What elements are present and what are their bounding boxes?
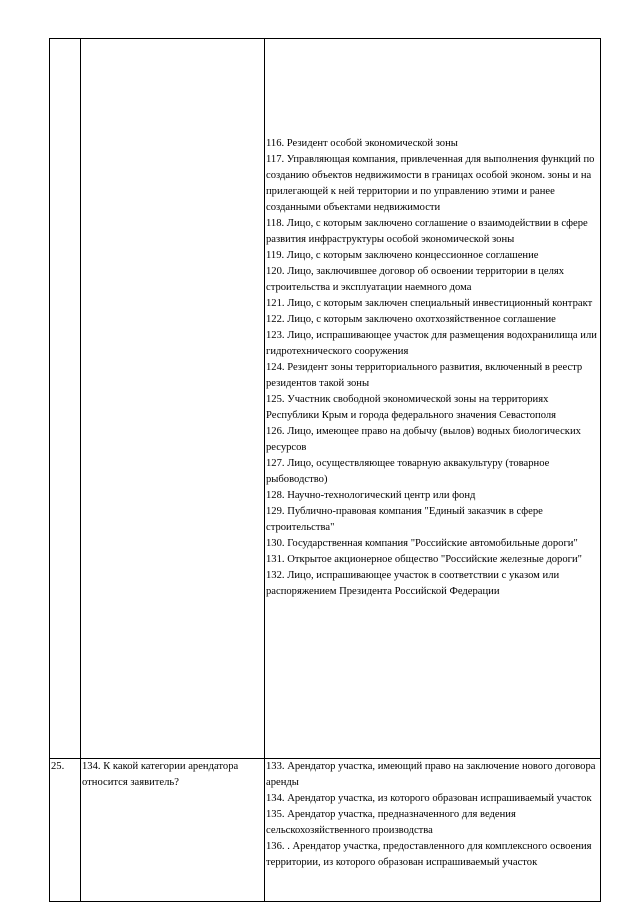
answer-option: 123. Лицо, испрашивающее участок для размещения водохранилища или гидротехнического сооружения <box>266 330 597 357</box>
answer-option: 117. Управляющая компания, привлеченная для выполнения функций по созданию объектов недвижимости в границах особой эконом. зоны и на прилегающей к ней территории и по управлению этими и ранее созданными объектами недвижимости <box>266 154 595 213</box>
answer-option: 118. Лицо, с которым заключено соглашение о взаимодействии в сфере развития инфраструктуры особой экономической зоны <box>266 218 588 245</box>
answer-option: 131. Открытое акционерное общество "Российские железные дороги" <box>266 554 582 565</box>
answer-option: 122. Лицо, с которым заключено охотхозяйственное соглашение <box>266 314 556 325</box>
answer-option: 119. Лицо, с которым заключено концессионное соглашение <box>266 250 539 261</box>
answer-option: 133. Арендатор участка, имеющий право на заключение нового договора аренды <box>266 761 596 788</box>
table-row <box>50 39 601 759</box>
questionnaire-table <box>49 38 601 902</box>
answer-option: 136. . Арендатор участка, предоставленного для комплексного освоения территории, из которого образован испрашиваемый участок <box>266 841 592 868</box>
question-cell <box>81 39 265 759</box>
answer-option: 132. Лицо, испрашивающее участок в соответствии с указом или распоряжением Президента Российской Федерации <box>266 570 560 597</box>
answer-option: 124. Резидент зоны территориального развития, включенный в реестр резидентов такой зоны <box>266 362 583 389</box>
table-row <box>50 759 601 902</box>
answer-option: 125. Участник свободной экономической зоны на территориях Республики Крым и города федерального значения Севастополя <box>266 394 557 421</box>
answers-cell <box>265 39 601 759</box>
question-cell: 134. К какой категории арендатора относится заявитель? <box>81 759 265 902</box>
answer-option: 120. Лицо, заключившее договор об освоении территории в целях строительства и эксплуатации наемного дома <box>266 266 565 293</box>
answer-option: 128. Научно-технологический центр или фонд <box>266 490 476 501</box>
answer-option: 135. Арендатор участка, предназначенного для ведения сельскохозяйственного производства <box>266 809 516 836</box>
answer-option: 121. Лицо, с которым заключен специальный инвестиционный контракт <box>266 298 593 309</box>
answer-option: 130. Государственная компания "Российские автомобильные дороги" <box>266 538 578 549</box>
answer-option: 116. Резидент особой экономической зоны <box>266 138 458 149</box>
answers-cell <box>265 759 601 902</box>
answer-option: 129. Публично-правовая компания "Единый заказчик в сфере строительства" <box>266 506 543 533</box>
row-number-cell: 25. <box>50 759 81 902</box>
row-number-cell <box>50 39 81 759</box>
answer-option: 134. Арендатор участка, из которого образован испрашиваемый участок <box>266 793 592 804</box>
answer-option: 126. Лицо, имеющее право на добычу (вылов) водных биологических ресурсов <box>266 426 581 453</box>
answer-option: 127. Лицо, осуществляющее товарную аквакультуру (товарное рыбоводство) <box>266 458 550 485</box>
